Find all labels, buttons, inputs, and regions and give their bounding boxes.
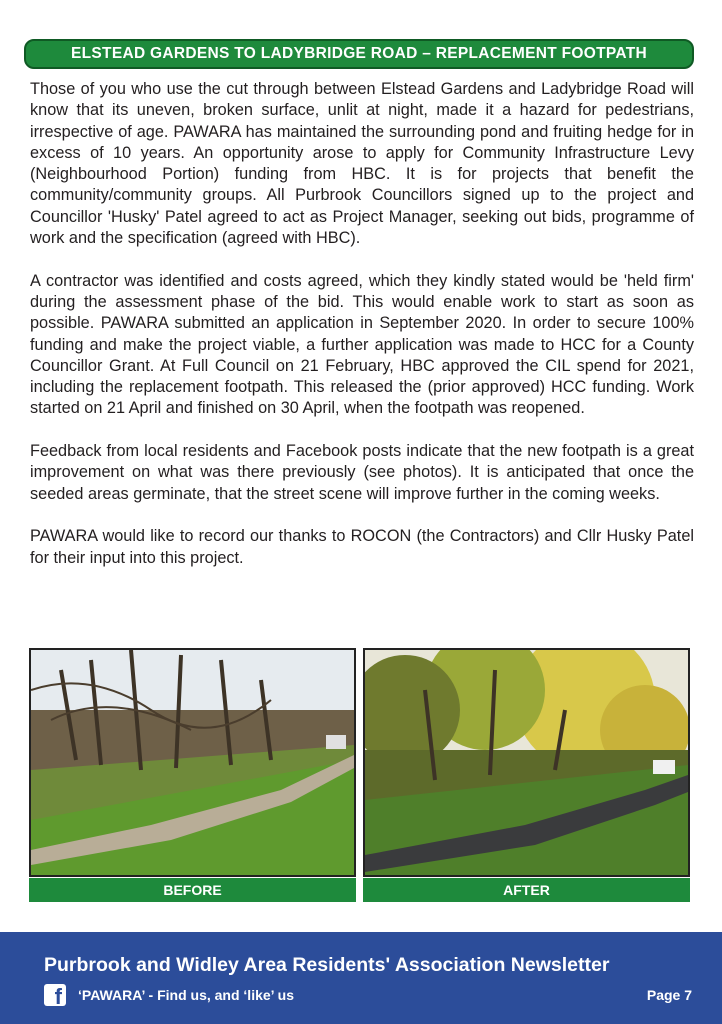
article-heading: ELSTEAD GARDENS TO LADYBRIDGE ROAD – REPLACEMENT FOOTPATH — [71, 45, 647, 62]
before-caption: BEFORE — [29, 878, 356, 902]
footer — [0, 932, 722, 1024]
facebook-icon-letter: f — [54, 984, 62, 1009]
after-caption: AFTER — [363, 878, 690, 902]
article-heading-banner — [24, 39, 694, 69]
after-photo — [363, 648, 690, 877]
article-body — [30, 79, 694, 590]
page-number: Page 7 — [646, 987, 692, 1003]
newsletter-title: Purbrook and Widley Area Residents' Association Newsletter — [44, 954, 610, 976]
before-photo — [29, 648, 356, 877]
facebook-text: ‘PAWARA’ - Find us, and ‘like’ us — [78, 987, 295, 1003]
paragraph-1: Those of you who use the cut through between Elstead Gardens and Ladybridge Road will know that its uneven, broken surface, unlit at night, made it a hazard for pedestrians, irrespective of age. PAWARA has maintained the surrounding pond and fruiting hedge for in excess of 10 years. An opportunity arose to apply for Community Infrastructure Levy (Neighbourhood Portion) funding from HBC. It is for projects that benefit the community/community groups. All Purbrook Councillors signed up to the project and Councillor 'Husky' Patel agreed to act as Project Manager, seeking out bids, programme of work and the specification (agreed with HBC). — [30, 80, 694, 248]
paragraph-4: PAWARA would like to record our thanks to ROCON (the Contractors) and Cllr Husky Patel for their input into this project. — [30, 527, 694, 567]
facebook-icon[interactable] — [44, 984, 66, 1009]
paragraph-3: Feedback from local residents and Facebook posts indicate that the new footpath is a great improvement on what was there previously (see photos). It is anticipated that once the seeded areas germinate, that the street scene will improve further in the coming weeks. — [30, 442, 694, 503]
paragraph-2: A contractor was identified and costs agreed, which they kindly stated would be 'held firm' during the assessment phase of the bid. This would enable work to start as soon as possible. PAWARA submitted an application in September 2020. In order to secure 100% funding and make the project viable, a further application was made to HCC for a County Councillor Grant. At Full Council on 21 February, HBC approved the CIL spend for 2021, including the replacement footpath. This released the (prior approved) HCC funding. Work started on 21 April and finished on 30 April, when the footpath was reopened. — [30, 271, 694, 418]
